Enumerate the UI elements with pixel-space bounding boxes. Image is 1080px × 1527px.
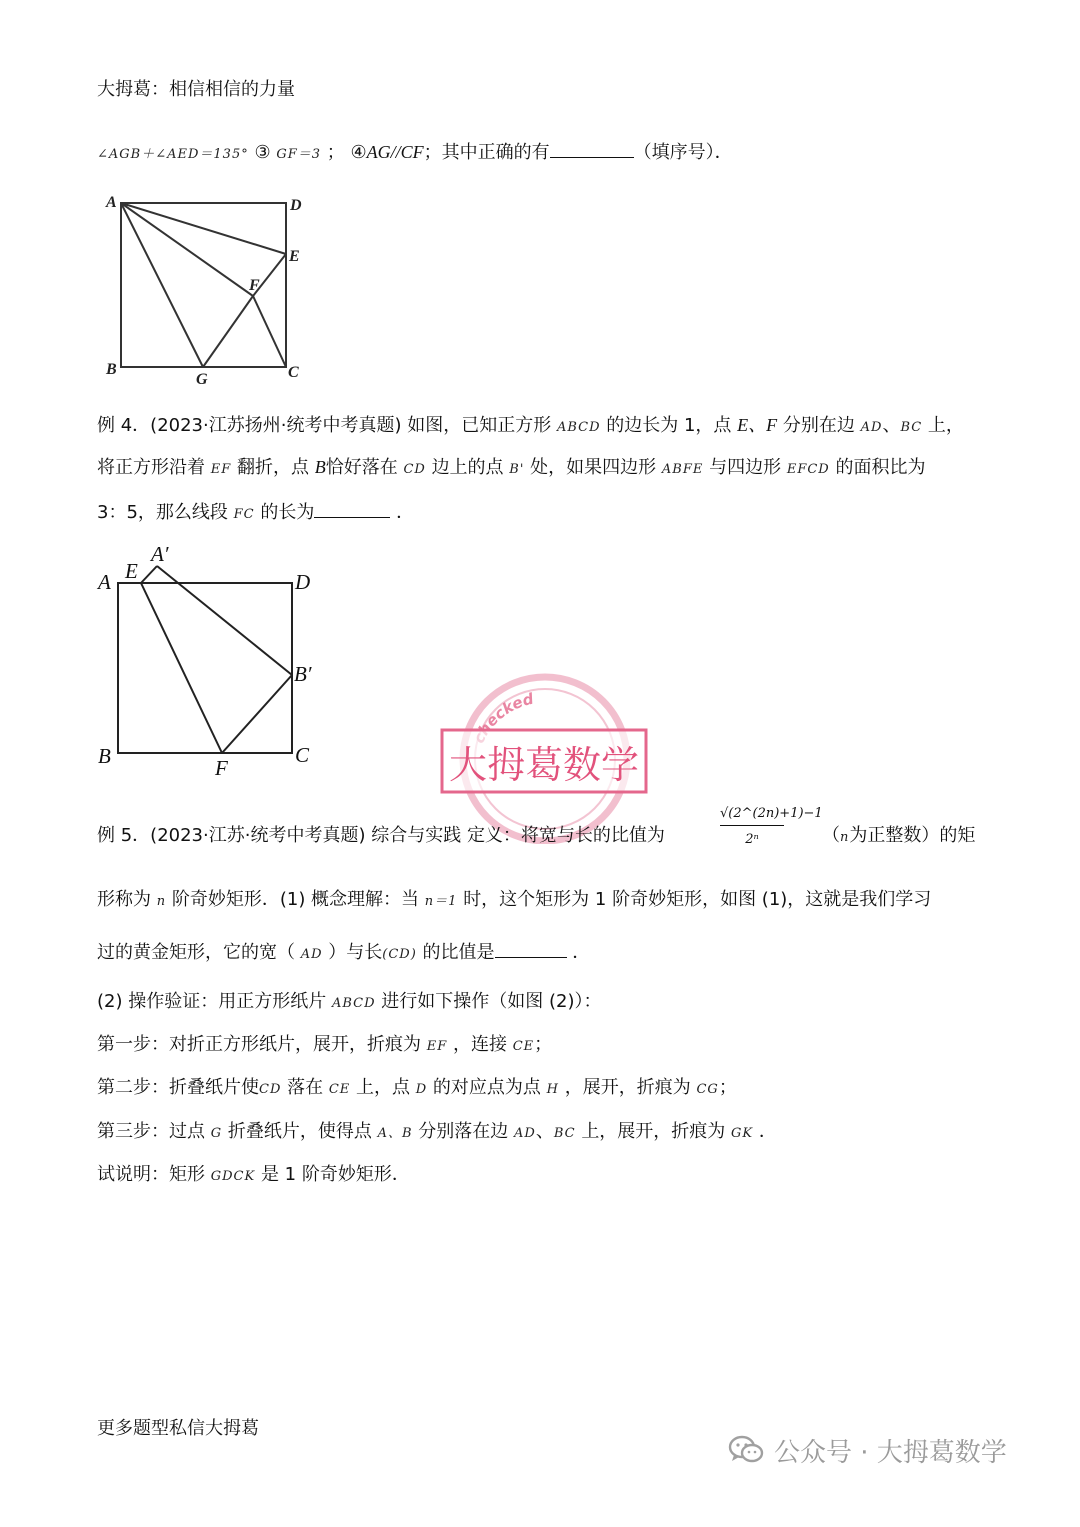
- example5-text: 第二步：折叠纸片使: [97, 1077, 259, 1098]
- example4-text: 分别在边: [782, 415, 855, 436]
- example5-text: 、: [535, 1121, 554, 1142]
- separator: ；: [326, 142, 345, 163]
- example5-text: ；: [534, 1034, 553, 1055]
- math-fc: FC: [233, 507, 255, 522]
- answer-blank[interactable]: [550, 139, 634, 158]
- example4-line1: [97, 413, 964, 440]
- math-ad: AD: [514, 1126, 536, 1141]
- math-gdck: GDCK: [210, 1169, 256, 1184]
- math-abcd: ABCD: [331, 996, 376, 1011]
- math-ce: CE: [328, 1082, 351, 1097]
- example4-text: 、: [882, 415, 901, 436]
- label-c: C: [295, 743, 310, 767]
- math-ad: AD: [860, 420, 883, 435]
- segment-aprime-e: [141, 566, 157, 583]
- figure-square-afg: [100, 190, 310, 390]
- problem3-tail: [97, 139, 733, 167]
- angle-expression: ∠AGB＋∠AED＝135°: [97, 147, 249, 162]
- math-cd: CD: [259, 1082, 282, 1097]
- step-1: [97, 1033, 552, 1059]
- label-c: C: [288, 364, 299, 381]
- math-e-f: E、F: [737, 415, 778, 435]
- label-g: G: [196, 371, 208, 388]
- fraction-denominator: 2ⁿ: [745, 832, 759, 847]
- segment-fg: [203, 296, 253, 367]
- answer-blank[interactable]: [495, 939, 567, 958]
- math-a-b: A、B: [377, 1126, 413, 1141]
- math-efcd: EFCD: [786, 462, 830, 477]
- example5-line1: [97, 824, 665, 848]
- brand-text: 公众号 · 大拇葛数学: [774, 1437, 1007, 1468]
- example5-text: 为正整数）的矩: [849, 825, 976, 846]
- item4-expression: AG//CF: [366, 142, 424, 162]
- figure-fold-square: [92, 540, 332, 780]
- example4-text: 的面积比为: [835, 457, 926, 478]
- label-a-prime: A′: [151, 542, 169, 566]
- example5-text: 分别落在边: [418, 1121, 509, 1142]
- example5-text: 过的黄金矩形，它的宽（: [97, 942, 295, 963]
- math-h: H: [546, 1082, 559, 1097]
- label-e: E: [289, 248, 300, 265]
- label-f: F: [249, 277, 260, 294]
- example4-text: 的边长为 1，点: [606, 415, 732, 436]
- conclusion: [97, 1163, 410, 1189]
- math-ad: AD: [300, 947, 323, 962]
- math-cd: CD: [403, 462, 426, 477]
- fraction-numerator: √(2^(2n)+1)−1: [720, 806, 784, 826]
- answer-blank[interactable]: [314, 499, 390, 518]
- math-bc: BC: [900, 420, 923, 435]
- example4-text: 上，: [927, 415, 964, 436]
- math-g: G: [210, 1126, 223, 1141]
- segment-fbprime: [222, 675, 292, 753]
- example4-text: 的长为: [260, 502, 315, 523]
- math-abfe: ABFE: [661, 462, 704, 477]
- math-gk: GK: [731, 1126, 754, 1141]
- example4-text: 恰好落在: [325, 457, 398, 478]
- example5-text: 折叠纸片，使得点: [227, 1121, 372, 1142]
- step-2: [97, 1076, 737, 1102]
- ratio-fraction: [720, 806, 823, 847]
- example5-text: ；: [718, 1077, 737, 1098]
- stamp-main-text: 大拇葛数学: [448, 743, 640, 787]
- label-d: D: [295, 570, 311, 594]
- example4-text: 边上的点: [431, 457, 504, 478]
- label-a: A: [106, 194, 117, 211]
- math-n: n: [840, 830, 850, 845]
- example4-text: 翻折，点: [236, 457, 309, 478]
- example4-text: 例 4．(2023·江苏扬州·统考中考真题) 如图，已知正方形: [97, 415, 552, 436]
- example5-text: ．: [572, 942, 591, 963]
- wechat-icon: [728, 1434, 764, 1466]
- math-cg: CG: [696, 1082, 719, 1097]
- math-b-prime: B': [509, 462, 525, 477]
- footer-note: 更多题型私信大拇葛: [97, 1418, 259, 1439]
- example5-text: ）与长: [328, 942, 383, 963]
- math-b: B: [314, 457, 326, 477]
- segment-fc: [253, 296, 286, 367]
- example5-text: 的对应点为点: [432, 1077, 541, 1098]
- math-d: D: [415, 1082, 428, 1097]
- math-n: n: [156, 894, 167, 909]
- example5-text: 第一步：对折正方形纸片，展开，折痕为: [97, 1034, 421, 1055]
- example5-text: 上，点: [356, 1077, 411, 1098]
- example5-text: 试说明：矩形: [97, 1164, 205, 1185]
- label-e: E: [125, 559, 138, 583]
- item4-symbol: ④: [350, 142, 367, 163]
- step-3: [97, 1120, 777, 1146]
- example4-line3: [97, 499, 414, 527]
- example5-part2: [97, 990, 601, 1016]
- example5-text: 的比值是: [422, 942, 495, 963]
- problem3-tail-end: （填序号）．: [633, 142, 733, 163]
- example5-text: 是 1 阶奇妙矩形．: [260, 1164, 410, 1185]
- segment-ae: [121, 203, 286, 254]
- example4-line2: [97, 455, 925, 482]
- example5-text: ．: [758, 1121, 777, 1142]
- example5-text: ，连接: [452, 1034, 507, 1055]
- math-ce: CE: [512, 1039, 535, 1054]
- wechat-brand: [728, 1426, 1007, 1474]
- math-bc: BC: [553, 1126, 576, 1141]
- label-b-prime: B′: [294, 662, 312, 686]
- label-a: A: [98, 570, 111, 594]
- example5-text: 阶奇妙矩形．(1) 概念理解：当: [171, 889, 420, 910]
- example4-text: 3：5，那么线段: [97, 502, 228, 523]
- segment-ag: [121, 203, 203, 367]
- stamp-ring-text: ecked: [481, 689, 536, 731]
- example5-text: 形称为: [97, 889, 151, 910]
- watermark-stamp: [440, 664, 650, 844]
- math-cd: (CD): [382, 947, 417, 962]
- example4-text: 将正方形沿着: [97, 457, 205, 478]
- segment-af: [121, 203, 253, 296]
- label-b: B: [98, 744, 111, 768]
- example5-text: 上，展开，折痕为: [581, 1121, 726, 1142]
- label-f: F: [215, 756, 228, 780]
- example5-text: (2) 操作验证：用正方形纸片: [97, 991, 327, 1012]
- example5-line2: [97, 888, 931, 914]
- example4-text: ．: [396, 502, 415, 523]
- example5-text: 时，这个矩形为 1 阶奇妙矩形，如图 (1)，这就是我们学习: [463, 889, 932, 910]
- item3-expression: GF＝3: [276, 147, 322, 162]
- example5-line1-tail: [822, 824, 975, 850]
- example5-text: 定义：将宽与长的比值为: [466, 825, 665, 846]
- example5-text: 进行如下操作（如图 (2)）：: [381, 991, 602, 1012]
- example5-text: （: [822, 825, 840, 846]
- page-header: 大拇葛：相信相信的力量: [97, 79, 295, 100]
- square-abcd: [118, 583, 292, 753]
- example5-text: 例 5．(2023·江苏·统考中考真题) 综合与实践: [97, 825, 462, 846]
- example5-text: 落在: [287, 1077, 324, 1098]
- item3-symbol: ③: [254, 142, 271, 163]
- math-abcd: ABCD: [556, 420, 601, 435]
- example4-text: 处，如果四边形: [530, 457, 657, 478]
- label-d: D: [290, 197, 302, 214]
- example4-text: 与四边形: [709, 457, 782, 478]
- math-ef: EF: [426, 1039, 448, 1054]
- example5-text: ，展开，折痕为: [564, 1077, 691, 1098]
- label-b: B: [106, 361, 117, 378]
- example5-text: 第三步：过点: [97, 1121, 205, 1142]
- example5-line3: [97, 939, 590, 967]
- math-n-equals-1: n＝1: [424, 894, 458, 909]
- math-ef: EF: [210, 462, 232, 477]
- problem3-tail-text: ；其中正确的有: [423, 142, 550, 163]
